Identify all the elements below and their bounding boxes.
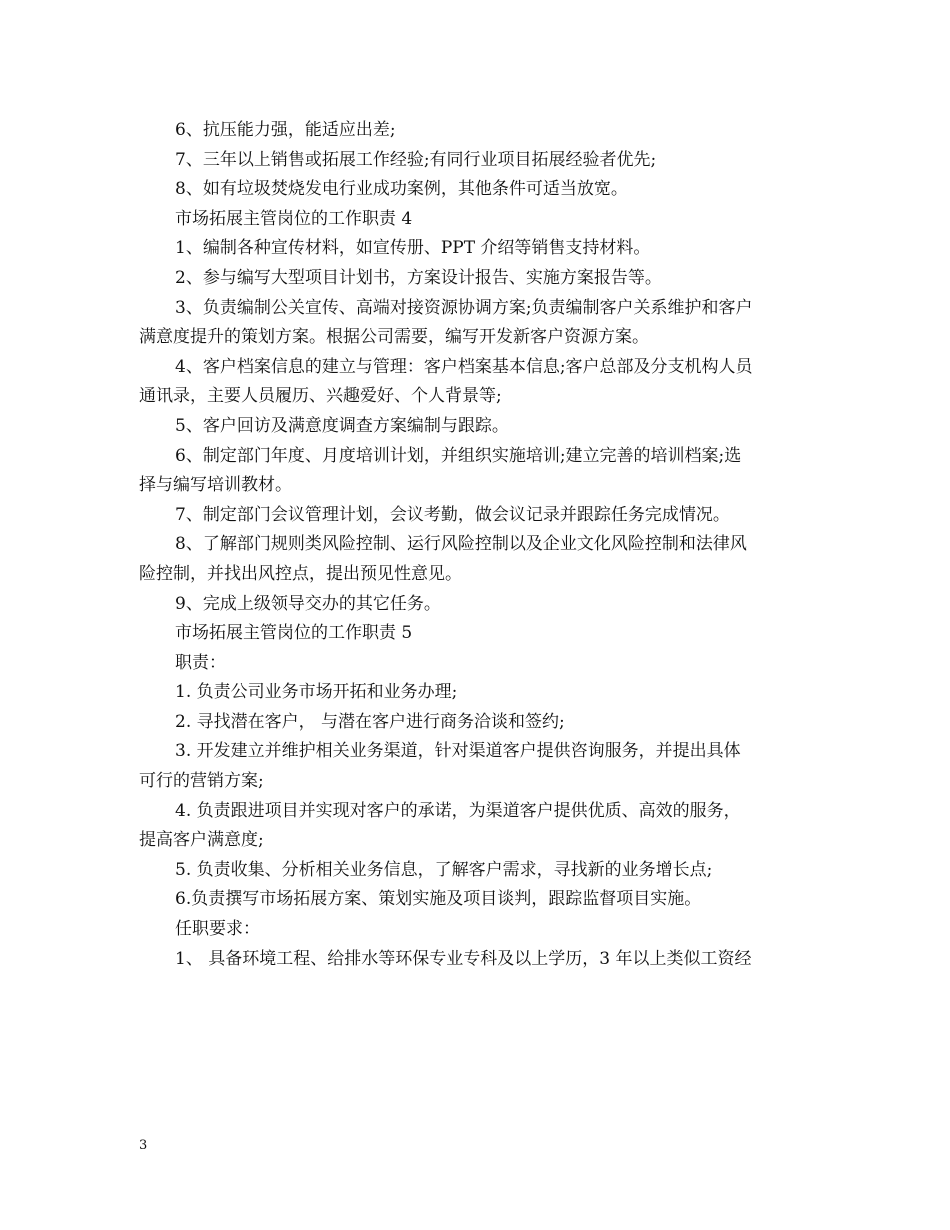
text-line: 1. 负责公司业务市场开拓和业务办理;: [175, 682, 458, 703]
text-line: 5、客户回访及满意度调查方案编制与跟踪。: [175, 415, 509, 436]
text-line: 通讯录，主要人员履历、兴趣爱好、个人背景等;: [139, 386, 502, 407]
text-line: 可行的营销方案;: [139, 771, 264, 792]
text-line: 7、三年以上销售或拓展工作经验;有同行业项目拓展经验者优先;: [175, 149, 657, 170]
text-line: 任职要求：: [175, 919, 260, 940]
text-line: 满意度提升的策划方案。根据公司需要，编写开发新客户资源方案。: [139, 327, 649, 348]
document-body: [139, 116, 819, 974]
text-line: 4、客户档案信息的建立与管理：客户档案基本信息;客户总部及分支机构人员: [175, 356, 753, 377]
text-line: 择与编写培训教材。: [139, 475, 292, 496]
text-line: 5. 负责收集、分析相关业务信息，了解客户需求，寻找新的业务增长点;: [175, 859, 713, 880]
text-line: 6、制定部门年度、月度培训计划，并组织实施培训;建立完善的培训档案;选: [175, 445, 742, 466]
text-line: 1、编制各种宣传材料，如宣传册、PPT 介绍等销售支持材料。: [175, 238, 651, 259]
text-line: 6.负责撰写市场拓展方案、策划实施及项目谈判，跟踪监督项目实施。: [175, 889, 702, 910]
text-line: 2、参与编写大型项目计划书，方案设计报告、实施方案报告等。: [175, 267, 662, 288]
text-line: 8、了解部门规则类风险控制、运行风险控制以及企业文化风险控制和法律风: [175, 534, 747, 555]
text-line: 1、 具备环境工程、给排水等环保专业专科及以上学历，3 年以上类似工资经: [175, 948, 752, 969]
text-line: 3. 开发建立并维护相关业务渠道，针对渠道客户提供咨询服务，并提出具体: [175, 741, 741, 762]
page-number: 3: [139, 1138, 148, 1153]
text-line: 6、抗压能力强，能适应出差;: [175, 120, 396, 140]
text-line: 4. 负责跟进项目并实现对客户的承诺，为渠道客户提供优质、高效的服务，: [175, 800, 741, 821]
text-line: 职责：: [175, 652, 226, 673]
section-heading: 市场拓展主管岗位的工作职责 5: [175, 623, 413, 644]
text-line: 提高客户满意度;: [139, 830, 264, 851]
section-heading: 市场拓展主管岗位的工作职责 4: [175, 208, 413, 229]
text-line: 2. 寻找潜在客户， 与潜在客户进行商务洽谈和签约;: [175, 711, 565, 732]
text-line: 7、制定部门会议管理计划，会议考勤，做会议记录并跟踪任务完成情况。: [175, 504, 730, 525]
text-line: 险控制，并找出风控点，提出预见性意见。: [139, 563, 462, 584]
text-line: 9、完成上级领导交办的其它任务。: [175, 593, 441, 614]
text-line: 8、如有垃圾焚烧发电行业成功案例，其他条件可适当放宽。: [175, 179, 628, 200]
text-line: 3、负责编制公关宣传、高端对接资源协调方案;负责编制客户关系维护和客户: [175, 297, 753, 318]
